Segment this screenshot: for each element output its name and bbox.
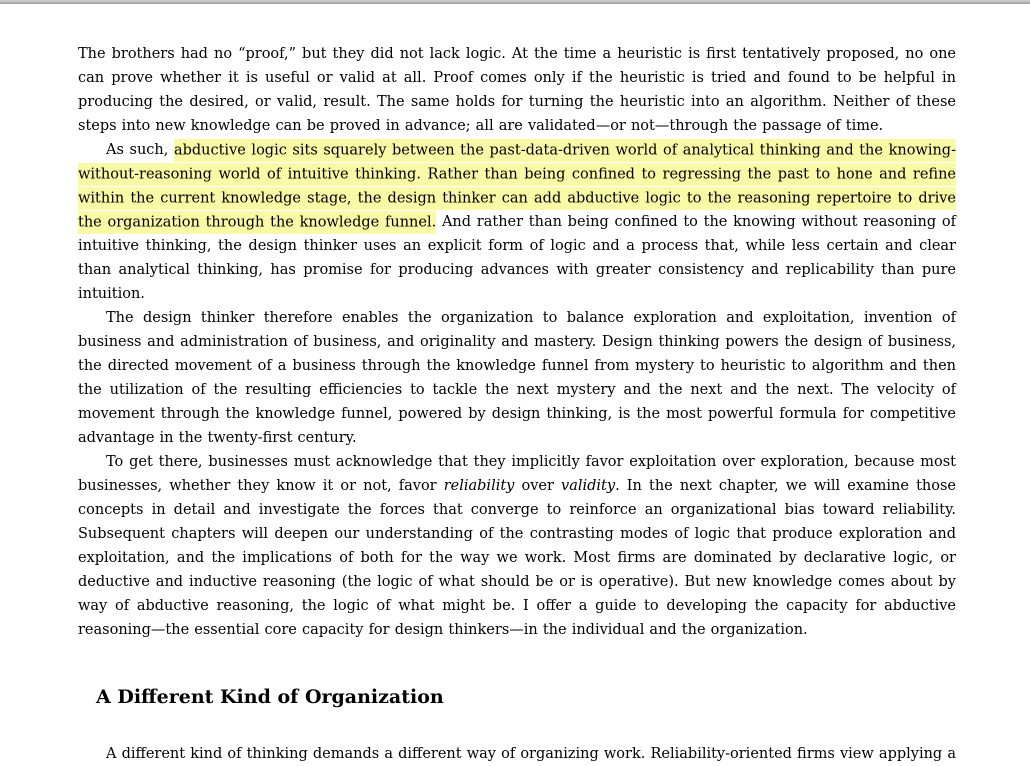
section-heading: A Different Kind of Organization: [96, 686, 444, 708]
text-run: . In the next chapter, we will examine those concepts in detail and investigate the forces that converge to reinforce an organizational bias toward reliability. Subsequent chapters will deepen our understanding of the contrasting modes of logic that produce exploration and exploitation, and the implications of both for the way we work. Most firms are dominated by declarative logic, or deductive and inductive reasoning (the logic of what should be or is operative). But new knowledge comes about by way of abductive reasoning, the logic of what might be. I offer a guide to developing the capacity for abductive reasoning—the essential core capacity for design thinkers—in the individual and the organization.: [78, 478, 956, 638]
book-page-text: [78, 42, 956, 766]
paragraph: [78, 450, 956, 642]
italic-text: validity: [561, 478, 616, 494]
text-run: A different kind of thinking demands a different way of organizing work. Reliability-oriented firms view applying a: [106, 746, 956, 762]
text-run: The design thinker therefore enables the organization to balance exploration and exploitation, invention of business and administration of business, and originality and mastery. Design thinking powers the design of business, the directed movement of a business through the knowledge funnel from mystery to heuristic to algorithm and then the utilization of the resulting efficiencies to tackle the next mystery and the next and the next. The velocity of movement through the knowledge funnel, powered by design thinking, is the most powerful formula for competitive advantage in the twenty-first century.: [78, 310, 956, 446]
paragraph: [78, 138, 956, 306]
window-top-edge: [0, 0, 1030, 4]
paragraph: [78, 306, 956, 450]
text-run: over: [514, 478, 562, 494]
text-run: And rather than being confined to the knowing without reasoning of intuitive thinking, the design thinker uses an explicit form of logic and a process that, while less certain and clear than analytical thinking, has promise for producing advances with greater consistency and replicability than pure intuition.: [78, 214, 957, 302]
italic-text: reliability: [443, 478, 515, 494]
paragraph: [78, 42, 956, 138]
text-run: As such,: [106, 142, 174, 158]
text-run: The brothers had no “proof,” but they did not lack logic. At the time a heuristic is first tentatively proposed, no one can prove whether it is useful or valid at all. Proof comes only if the heuristic is tried and found to be helpful in producing the desired, or valid, result. The same holds for turning the heuristic into an algorithm. Neither of these steps into new knowledge can be proved in advance; all are validated—or not—through the passage of time.: [78, 46, 956, 134]
text-run: To get there, businesses must acknowledge that they implicitly favor exploitation over exploration, because most businesses, whether they know it or not, favor: [78, 454, 956, 494]
paragraph: [78, 742, 956, 766]
highlighted-text: abductive logic sits squarely between the past-data-driven world of analytical thinking and the knowing-without-reasoning world of intuitive thinking. Rather than being confined to regressing the past to hone and refine within the current knowledge stage, the design thinker can add abductive logic to the reasoning repertoire to drive the organization through the knowledge funnel.: [78, 139, 956, 234]
